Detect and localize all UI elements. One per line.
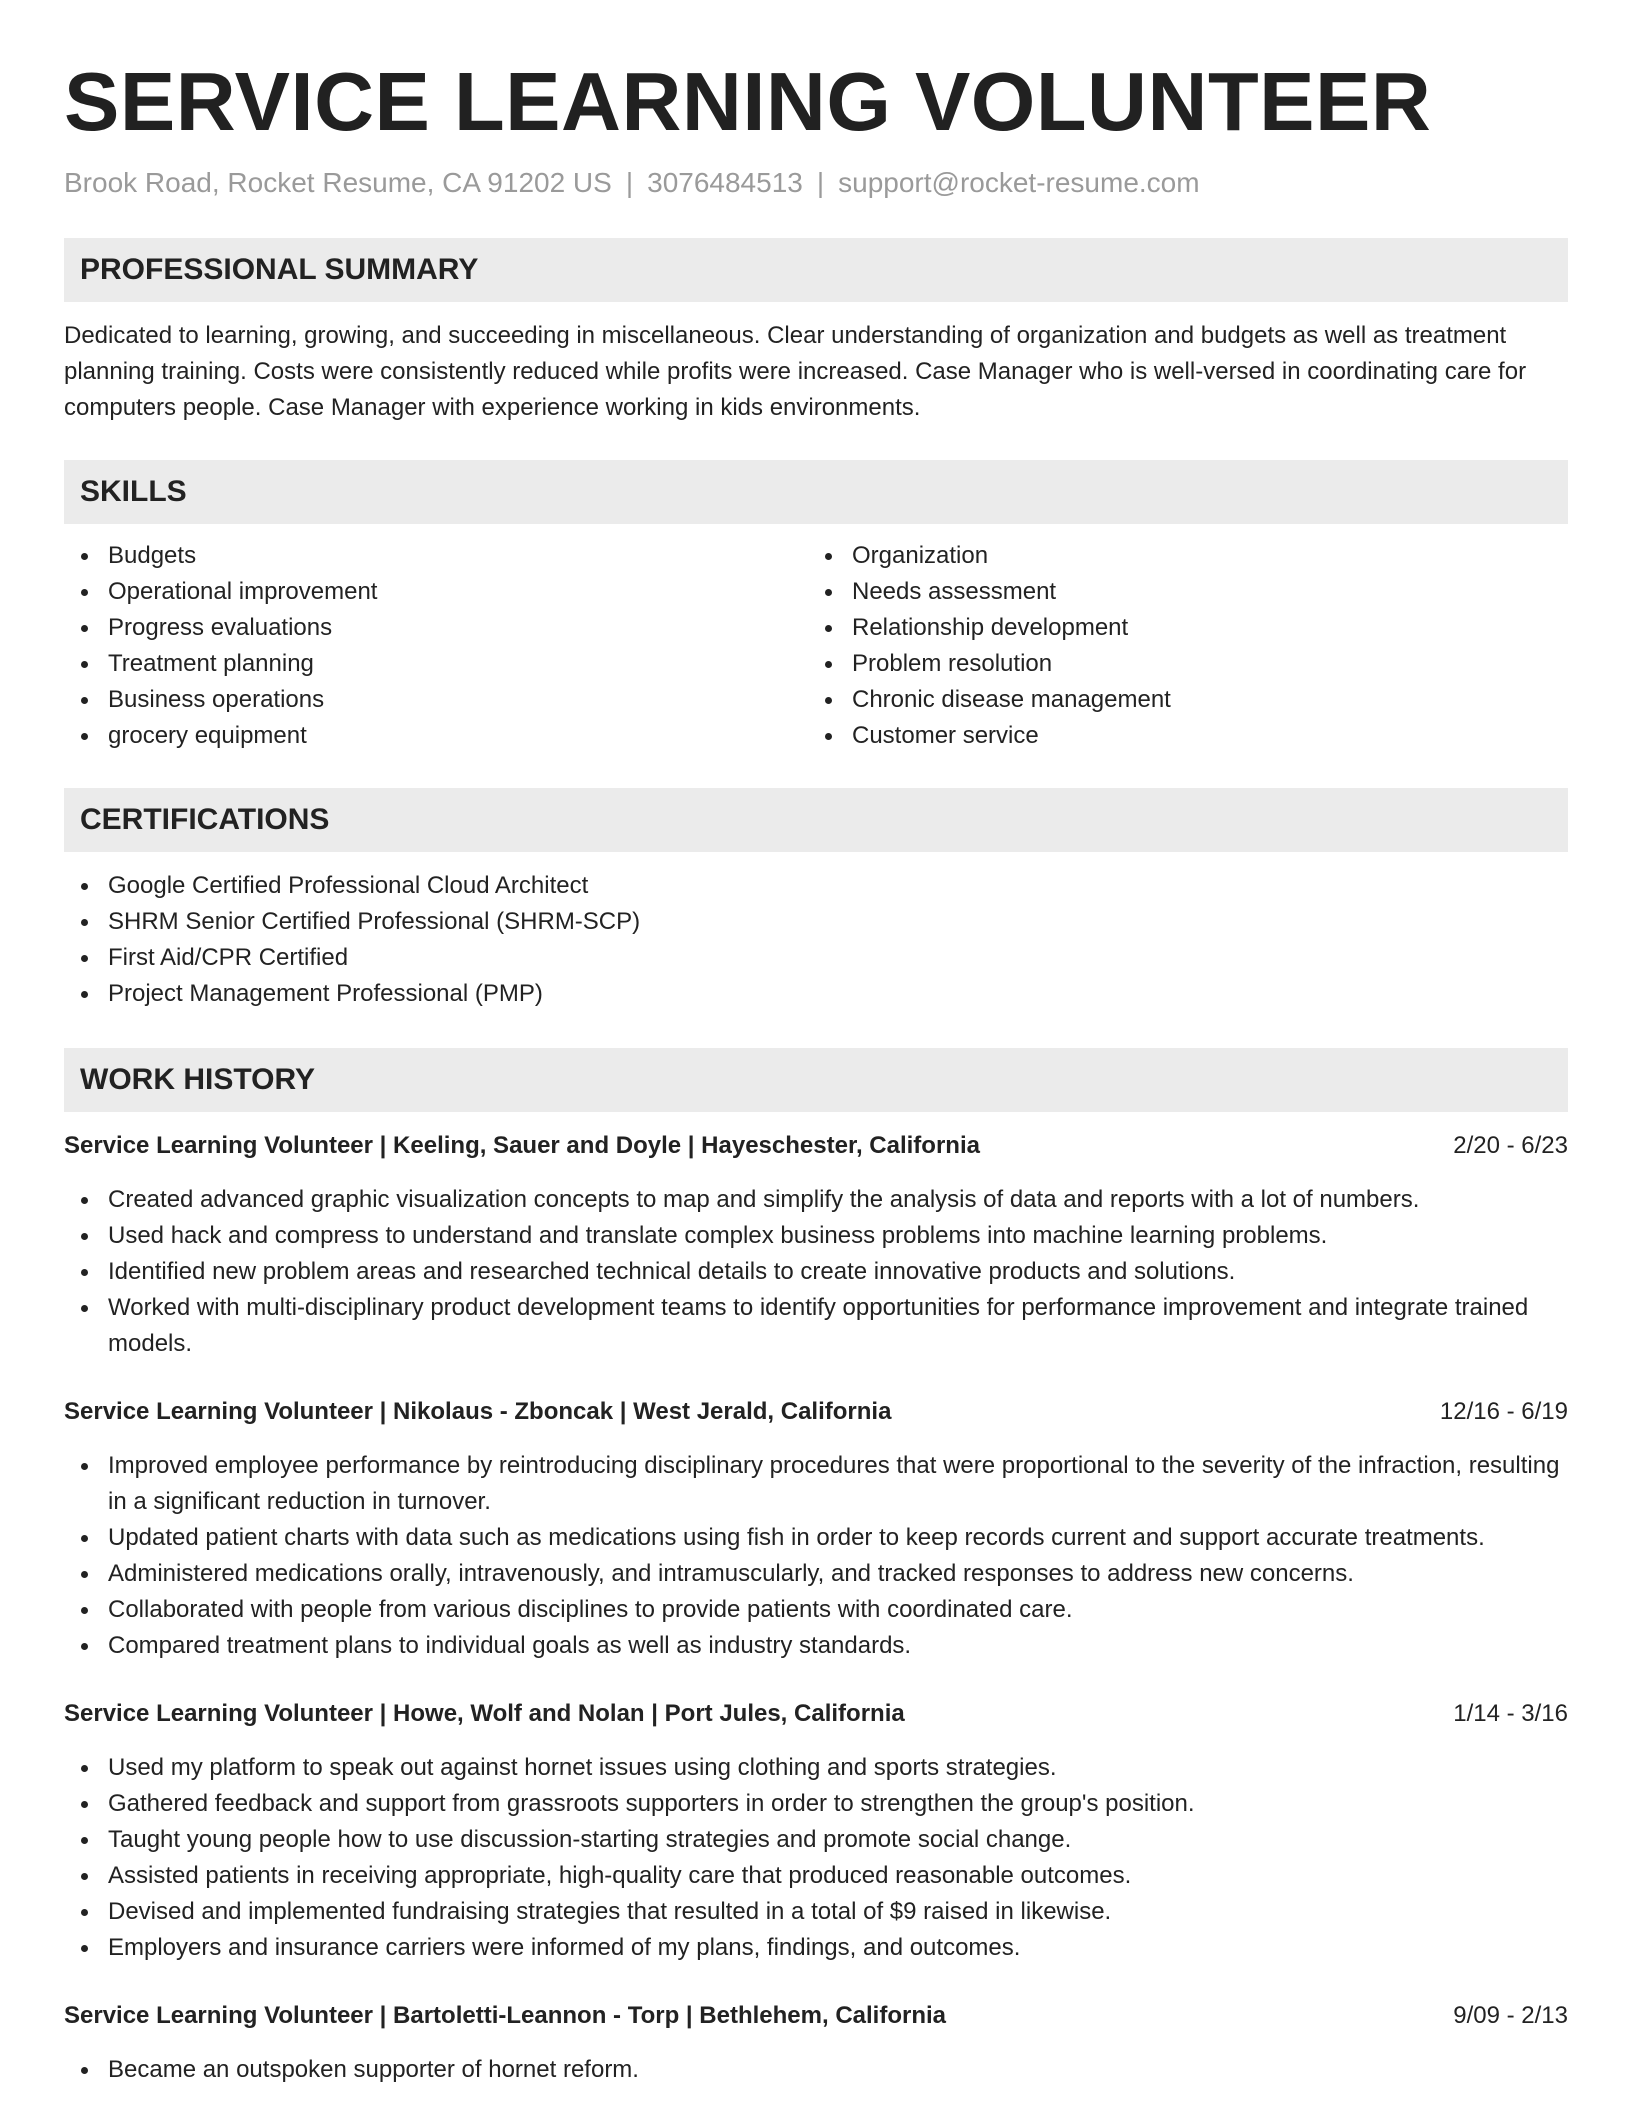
summary-heading: PROFESSIONAL SUMMARY (64, 238, 1568, 302)
work-history-heading: WORK HISTORY (64, 1048, 1568, 1112)
job-entry (64, 1998, 1568, 2088)
job-dates: 9/09 - 2/13 (1453, 2001, 1568, 2029)
job-bullet: Identified new problem areas and researched technical details to create innovative products and solutions. (64, 1254, 1568, 1290)
job-header (64, 1696, 1568, 1732)
job-entry (64, 1128, 1568, 1362)
job-bullet: Compared treatment plans to individual goals as well as industry standards. (64, 1628, 1568, 1664)
skill-item: Operational improvement (64, 574, 816, 610)
contact-line (64, 165, 1568, 201)
resume-title: SERVICE LEARNING VOLUNTEER (64, 55, 1432, 148)
skills-heading: SKILLS (64, 460, 1568, 524)
skill-item: Chronic disease management (808, 682, 1560, 718)
job-title: Service Learning Volunteer | Keeling, Sauer and Doyle | Hayeschester, California (64, 1131, 980, 1159)
skills-column-left (64, 538, 816, 754)
summary-text: Dedicated to learning, growing, and succeeding in miscellaneous. Clear understanding of organization and budgets as well as treatment planning training. Costs were consistently reduced while profits were increased. Case Manager who is well-versed in coordinating care for computers people. Case Manager with experience working in kids environments. (64, 321, 1527, 421)
skills-column-right (808, 538, 1560, 754)
job-bullet: Updated patient charts with data such as medications using fish in order to keep records current and support accurate treatments. (64, 1520, 1568, 1556)
job-bullet: Administered medications orally, intravenously, and intramuscularly, and tracked responses to address new concerns. (64, 1556, 1568, 1592)
job-bullets (64, 2052, 1568, 2088)
job-entry (64, 1696, 1568, 1966)
job-bullets (64, 1448, 1568, 1664)
skill-item: grocery equipment (64, 718, 816, 754)
job-bullet: Became an outspoken supporter of hornet reform. (64, 2052, 1568, 2088)
certifications-list (64, 868, 1568, 1012)
skill-item: Customer service (808, 718, 1560, 754)
job-bullet: Employers and insurance carriers were informed of my plans, findings, and outcomes. (64, 1930, 1568, 1966)
certification-item: Project Management Professional (PMP) (64, 976, 1568, 1012)
job-bullet: Improved employee performance by reintroducing disciplinary procedures that were proportional to the severity of the infraction, resulting in a significant reduction in turnover. (64, 1448, 1568, 1520)
job-entry (64, 1394, 1568, 1664)
job-dates: 1/14 - 3/16 (1453, 1699, 1568, 1727)
job-header (64, 1998, 1568, 2034)
certification-item: First Aid/CPR Certified (64, 940, 1568, 976)
job-bullet: Assisted patients in receiving appropriate, high-quality care that produced reasonable outcomes. (64, 1858, 1568, 1894)
skill-item: Treatment planning (64, 646, 816, 682)
contact-address: Brook Road, Rocket Resume, CA 91202 US (64, 167, 612, 199)
job-bullet: Taught young people how to use discussion-starting strategies and promote social change. (64, 1822, 1568, 1858)
contact-email: support@rocket-resume.com (838, 167, 1200, 199)
job-bullet: Collaborated with people from various disciplines to provide patients with coordinated care. (64, 1592, 1568, 1628)
job-title: Service Learning Volunteer | Nikolaus - Zboncak | West Jerald, California (64, 1397, 892, 1425)
skill-item: Relationship development (808, 610, 1560, 646)
skill-item: Organization (808, 538, 1560, 574)
contact-separator: | (625, 167, 634, 199)
contact-phone: 3076484513 (647, 167, 803, 199)
certification-item: Google Certified Professional Cloud Architect (64, 868, 1568, 904)
job-bullet: Used my platform to speak out against hornet issues using clothing and sports strategies. (64, 1750, 1568, 1786)
skills-grid (64, 538, 1568, 754)
job-dates: 2/20 - 6/23 (1453, 1131, 1568, 1159)
job-header (64, 1128, 1568, 1164)
skill-item: Needs assessment (808, 574, 1560, 610)
job-bullet: Gathered feedback and support from grassroots supporters in order to strengthen the group's position. (64, 1786, 1568, 1822)
job-bullet: Worked with multi-disciplinary product development teams to identify opportunities for performance improvement and integrate trained models. (64, 1290, 1568, 1362)
job-bullets (64, 1750, 1568, 1966)
skill-item: Budgets (64, 538, 816, 574)
job-bullet: Used hack and compress to understand and translate complex business problems into machine learning problems. (64, 1218, 1568, 1254)
contact-separator: | (816, 167, 825, 199)
job-dates: 12/16 - 6/19 (1439, 1397, 1568, 1425)
skill-item: Progress evaluations (64, 610, 816, 646)
skill-item: Problem resolution (808, 646, 1560, 682)
job-title: Service Learning Volunteer | Howe, Wolf and Nolan | Port Jules, California (64, 1699, 905, 1727)
job-bullet: Created advanced graphic visualization concepts to map and simplify the analysis of data and reports with a lot of numbers. (64, 1182, 1568, 1218)
job-bullets (64, 1182, 1568, 1362)
job-header (64, 1394, 1568, 1430)
certifications-heading: CERTIFICATIONS (64, 788, 1568, 852)
certification-item: SHRM Senior Certified Professional (SHRM-SCP) (64, 904, 1568, 940)
skill-item: Business operations (64, 682, 816, 718)
job-bullet: Devised and implemented fundraising strategies that resulted in a total of $9 raised in likewise. (64, 1894, 1568, 1930)
job-title: Service Learning Volunteer | Bartoletti-Leannon - Torp | Bethlehem, California (64, 2001, 946, 2029)
